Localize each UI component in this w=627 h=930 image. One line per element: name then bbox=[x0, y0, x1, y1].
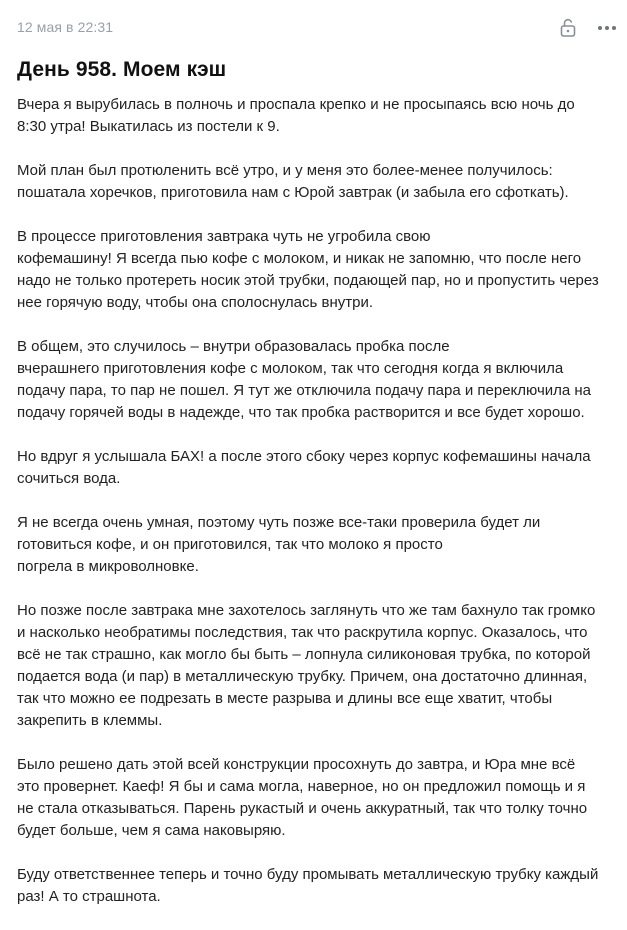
post-paragraph bbox=[17, 754, 617, 842]
paragraph-line: Вчера я вырубилась в полночь и проспала крепко и не просыпаясь всю ночь до bbox=[17, 96, 575, 113]
paragraph-line: и насколько необратимы последствия, так что раскрутила корпус. Оказалось, что bbox=[17, 624, 588, 641]
paragraph-line: пошатала хоречков, приготовила нам с Юрой завтрак (и забыла его сфоткать). bbox=[17, 184, 569, 201]
paragraph-line: не стала отказываться. Парень рукастый и очень аккуратный, так что толку точно bbox=[17, 800, 588, 817]
paragraph-line: так что можно ее подрезать в месте разрыва и длины все еще хватит, чтобы bbox=[17, 690, 553, 707]
paragraph-line: Я не всегда очень умная, поэтому чуть позже все-таки проверила будет ли bbox=[17, 514, 541, 531]
post-paragraph bbox=[17, 446, 617, 490]
paragraph-line: Буду ответственнее теперь и точно буду промывать металлическую трубку каждый bbox=[17, 866, 599, 883]
paragraph-line: Но вдруг я услышала БАХ! а после этого сбоку через корпус кофемашины начала bbox=[17, 448, 591, 465]
paragraph-line: подачу горячей воды в надежде, что так пробка растворится и все будет хорошо. bbox=[17, 404, 585, 421]
unlock-icon-graphic bbox=[559, 18, 577, 38]
paragraph-line: раз! А то страшнота. bbox=[17, 888, 161, 905]
post-paragraph bbox=[17, 600, 617, 732]
paragraph-line: Было решено дать этой всей конструкции просохнуть до завтра, и Юра мне всё bbox=[17, 756, 576, 773]
paragraph-line: нее горячую воду, чтобы она сполоснулась внутри. bbox=[17, 294, 374, 311]
paragraph-line: всё не так страшно, как могло бы быть – лопнула силиконовая трубка, по которой bbox=[17, 646, 591, 663]
post-paragraph bbox=[17, 160, 617, 204]
paragraph-line: Мой план был протюленить всё утро, и у меня это более-менее получилось: bbox=[17, 162, 553, 179]
post-paragraph bbox=[17, 336, 617, 424]
paragraph-line: будет больше, чем я сама наковыряю. bbox=[17, 822, 286, 839]
post-paragraph bbox=[17, 94, 617, 138]
paragraph-line: подается вода (и пар) в металлическую трубку. Причем, она достаточно длинная, bbox=[17, 668, 588, 685]
paragraph-line: кофемашину! Я всегда пью кофе с молоком, и никак не запомню, что после него bbox=[17, 250, 582, 267]
paragraph-line: В процессе приготовления завтрака чуть не угробила свою bbox=[17, 228, 431, 245]
more-dots-icon-graphic bbox=[597, 20, 617, 36]
unlock-icon[interactable] bbox=[559, 18, 577, 38]
post-title: День 958. Моем кэш bbox=[17, 58, 227, 81]
paragraph-line: сочиться вода. bbox=[17, 470, 121, 487]
post-meta-row bbox=[17, 18, 611, 40]
more-dots-icon[interactable] bbox=[597, 20, 617, 36]
post-paragraph bbox=[17, 226, 617, 314]
paragraph-line: надо не только протереть носик этой трубки, подающей пар, но и пропустить через bbox=[17, 272, 599, 289]
paragraph-line: вчерашнего приготовления кофе с молоком, так что сегодня когда я включила bbox=[17, 360, 564, 377]
post-timestamp: 12 мая в 22:31 bbox=[17, 19, 114, 35]
post-paragraph bbox=[17, 864, 617, 908]
paragraph-line: погрела в микроволновке. bbox=[17, 558, 199, 575]
paragraph-line: В общем, это случилось – внутри образовалась пробка после bbox=[17, 338, 450, 355]
paragraph-line: это провернет. Каеф! Я бы и сама могла, наверное, но он предложил помощь и я bbox=[17, 778, 586, 795]
paragraph-line: Но позже после завтрака мне захотелось заглянуть что же там бахнуло так громко bbox=[17, 602, 596, 619]
paragraph-line: подачу пара, то пар не пошел. Я тут же отключила подачу пара и переключила на bbox=[17, 382, 592, 399]
paragraph-line: 8:30 утра! Выкатилась из постели к 9. bbox=[17, 118, 280, 135]
post-body bbox=[17, 94, 617, 930]
paragraph-line: готовиться кофе, и он приготовился, так что молоко я просто bbox=[17, 536, 443, 553]
paragraph-line: закрепить в клеммы. bbox=[17, 712, 163, 729]
post-paragraph bbox=[17, 512, 617, 578]
